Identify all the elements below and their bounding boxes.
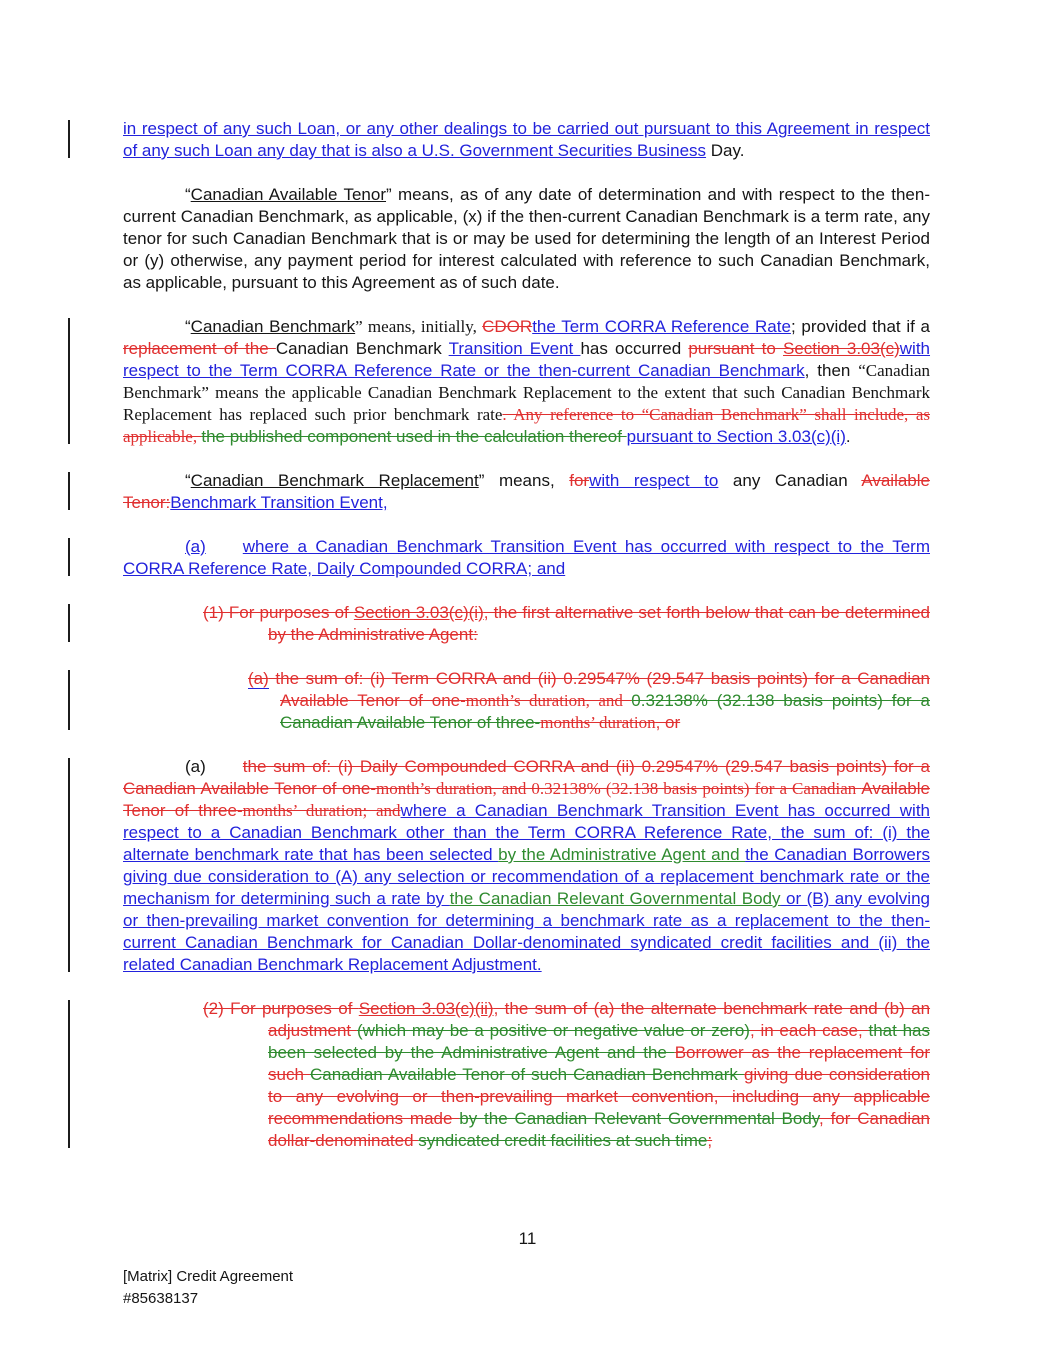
text-run: Canadian Available Tenor of such Canadian Benchmark: [309, 1065, 744, 1084]
document-body: [123, 118, 930, 1152]
text-run: the published component used in the calculation thereof: [201, 427, 627, 446]
text-run: Available Tenor of three-: [123, 779, 930, 820]
text-run: where a Canadian Benchmark Transition Event has occurred with respect to a Canadian Benchmark other than the Term CORRA Reference Rate, the sum of: (i) the alternate benchmark rate that has been selected: [123, 801, 930, 864]
text-run: Canadian Benchmark: [190, 317, 356, 336]
text-run: , in each case,: [749, 1021, 869, 1040]
text-run: “Canadian Benchmark” means the applicable Canadian Benchmark Replacement to the extent that such Canadian Benchmark Replacement has replaced such prior benchmark rate: [123, 361, 930, 424]
text-run: Canadian Available Tenor: [190, 185, 387, 204]
text-run: Available Tenor:: [123, 471, 930, 512]
text-run: .: [845, 427, 851, 446]
text-run: Day.: [706, 141, 745, 160]
text-run: Borrower as the replacement for such: [268, 1043, 930, 1084]
text-run: , the sum of (a) the alternate benchmark rate and (b) an adjustment: [268, 999, 931, 1040]
text-run: Section 3.03(c)(ii): [358, 999, 494, 1018]
text-run: for: [569, 471, 590, 490]
text-run: Section 3.03(c): [783, 339, 900, 358]
text-run: syndicated credit facilities at such time: [418, 1131, 708, 1150]
text-run: by the Canadian Relevant Governmental Body: [459, 1109, 820, 1128]
paragraph-8: [123, 756, 930, 976]
text-run: month’s duration, and: [465, 691, 632, 710]
text-run: ” means, initially,: [355, 317, 483, 336]
text-run: CDOR: [482, 317, 533, 336]
text-run: 0.32138% (32.138 basis points) for a Canadian Available Tenor of three-: [280, 691, 930, 732]
text-run: by the Administrative Agent and: [498, 845, 746, 864]
text-run: “: [185, 185, 191, 204]
text-run: in respect of any such Loan, or any other dealings to be carried out pursuant to this Agreement in respect of any such Loan any day that is also a U.S. Government Securities Business: [123, 119, 930, 160]
paragraph-5: [123, 536, 930, 580]
text-run: (a): [248, 669, 269, 688]
page-footer: [123, 1266, 293, 1310]
text-run: Section 3.03(c)(i): [353, 603, 484, 622]
text-run: where a Canadian Benchmark Transition Event has occurred with respect to the Term CORRA Reference Rate, Daily Compounded CORRA; and: [123, 537, 930, 578]
text-run: the Canadian Borrowers giving due consideration to (A) any selection or recommendation of a replacement benchmark rate or the mechanism for determining such a rate by: [123, 845, 930, 908]
footer-doc-id: #85638137: [123, 1290, 199, 1307]
text-run: , or: [655, 713, 681, 732]
text-run: , for Canadian dollar-denominated: [268, 1109, 930, 1150]
text-run: replacement of the: [123, 339, 276, 358]
text-run: Canadian Benchmark Replacement: [190, 471, 479, 490]
paragraph-6: [203, 602, 930, 646]
paragraph-1: [123, 118, 930, 162]
text-run: that has been selected by the Administrative Agent and the: [268, 1021, 930, 1062]
paragraph-9: [203, 998, 931, 1152]
text-run: months’ duration: [540, 713, 656, 732]
text-run: with respect to: [589, 471, 719, 490]
paragraph-4: [123, 470, 930, 514]
footer-doc-title: [Matrix] Credit Agreement: [123, 1268, 294, 1285]
text-run: (which may be a positive or negative value or zero): [356, 1021, 750, 1040]
text-run: the Term CORRA Reference Rate: [532, 317, 791, 336]
text-run: (2) For purposes of: [203, 999, 359, 1018]
paragraph-7: [248, 668, 930, 734]
text-run: Transition Event: [448, 339, 581, 358]
text-run: ” means, as of any date of determination and with respect to the then-current Canadian Benchmark, as applicable, (x) if the then-current Canadian Benchmark is a term rate, any tenor for such Canadian Benchmark that is or may be used for determining the length of an Interest Period or (y) otherwise, any payment period for interest calculated with reference to such Canadian Benchmark, as applicable, pursuant to this Agreement as of such date.: [123, 185, 930, 292]
text-run: (a): [185, 757, 206, 776]
text-run: , then: [804, 361, 859, 380]
text-run: the sum of: (i) Term CORRA and (ii) 0.29547% (29.547 basis points) for a Canadian Available Tenor of one-: [268, 669, 930, 710]
text-run: ;: [707, 1131, 713, 1150]
text-run: has occurred: [580, 339, 689, 358]
paragraph-2: [123, 184, 930, 294]
text-run: pursuant to: [688, 339, 783, 358]
text-run: with respect to the Term CORRA Reference Rate or the then-current Canadian Benchmark: [123, 339, 931, 380]
text-run: month’s duration, and 0.32138% (32.138 basis points) for a Canadian: [376, 779, 862, 798]
text-run: “: [185, 471, 191, 490]
text-run: , the first alternative set forth below that can be determined by the Administrative Agent:: [268, 603, 930, 644]
text-run: ; provided that if a: [790, 317, 931, 336]
page-number: 11: [518, 1229, 537, 1248]
text-run: “: [185, 317, 191, 336]
text-run: any Canadian: [718, 471, 862, 490]
text-run: the Canadian Relevant Governmental Body: [449, 889, 781, 908]
text-run: giving due consideration to any evolving or then-prevailing market convention, including any applicable recommendations made: [268, 1065, 930, 1128]
text-run: Canadian Benchmark: [275, 339, 449, 358]
text-run: . Any reference to “Canadian Benchmark” shall include, as applicable,: [123, 405, 930, 446]
text-run: Benchmark Transition Event,: [170, 493, 388, 512]
text-run: (1) For purposes of: [203, 603, 354, 622]
text-run: or (B) any evolving or then-prevailing market convention for determining a benchmark rate as a replacement to the then-current Canadian Benchmark for Canadian Dollar-denominated syndicated credit facilities and (ii) the related Canadian Benchmark Replacement Adjustment.: [123, 889, 930, 974]
text-run: the sum of: (i) Daily Compounded CORRA and (ii) 0.29547% (29.547 basis points) for a Canadian Available Tenor of one-: [123, 757, 930, 798]
text-run: ” means,: [478, 471, 570, 490]
text-run: months’ duration; and: [242, 801, 401, 820]
text-run: (a): [185, 537, 206, 556]
paragraph-3: [123, 316, 930, 448]
text-run: pursuant to Section 3.03(c)(i): [626, 427, 846, 446]
